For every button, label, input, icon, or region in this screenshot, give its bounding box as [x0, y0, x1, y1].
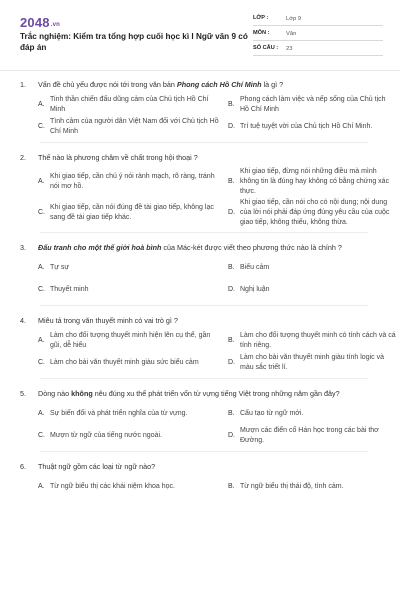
answer-option-d[interactable]: D. Trí tuệ tuyệt vời của Chủ tịch Hồ Chí Minh.	[228, 123, 373, 131]
answer-option-b[interactable]: B. Từ ngữ biểu thị thái độ, tình cảm.	[228, 483, 344, 491]
question-number: 4.	[20, 316, 26, 326]
answer-option-d[interactable]: D. Nghị luận	[228, 286, 270, 294]
answer-option-c[interactable]: C. Thuyết minh	[38, 286, 89, 294]
question-divider	[40, 378, 368, 379]
doc-meta	[253, 13, 383, 58]
question-list	[0, 76, 400, 504]
question-1	[0, 76, 400, 143]
meta-row-count	[253, 43, 383, 56]
question-text: Thuật ngữ gồm các loại từ ngữ nào?	[38, 462, 156, 472]
answer-options	[38, 167, 390, 228]
answer-option-d[interactable]: D. Mượn các điển cố Hán học trong các bài thơ Đường.	[228, 427, 379, 445]
header-divider	[0, 70, 400, 71]
answer-option-b[interactable]: B. Cấu tạo từ ngữ mới.	[228, 410, 304, 418]
question-number: 3.	[20, 243, 26, 252]
answer-option-a[interactable]: A. Từ ngữ biểu thị các khái niệm khoa học.	[38, 483, 175, 491]
answer-options	[38, 94, 384, 138]
question-stem	[20, 149, 384, 163]
question-3	[0, 239, 400, 306]
meta-label: SỐ CÂU :	[253, 45, 279, 52]
logo-suffix: .vn	[50, 22, 61, 28]
meta-row-subject	[253, 28, 383, 41]
answer-option-a[interactable]: A. Tự sự	[38, 264, 70, 272]
answer-options	[38, 403, 384, 447]
question-text: Vấn đề chủ yếu được nói tới trong văn bản Phong cách Hồ Chí Minh là gì ?	[38, 80, 284, 89]
answer-option-c[interactable]: C. Mượn từ ngữ của tiếng nước ngoài.	[38, 432, 162, 440]
meta-value: Văn	[286, 30, 297, 37]
question-number: 5.	[20, 389, 26, 399]
answer-option-c[interactable]: C. Tình cảm của người dân Việt Nam đối với Chủ tịch Hồ Chí Minh	[38, 117, 219, 136]
page-header	[0, 0, 400, 70]
question-stem	[20, 312, 384, 326]
meta-label: MÔN :	[253, 30, 270, 37]
question-5	[0, 385, 400, 452]
question-stem	[20, 458, 384, 472]
question-number: 6.	[20, 462, 26, 472]
answer-option-b[interactable]: B. Làm cho đối tượng thuyết minh có tính cách và cá tính riêng.	[228, 332, 396, 350]
answer-option-b[interactable]: B. Khi giao tiếp, đừng nói những điều mà mình không tin là đúng hay không có bằng chứng xác thực.	[228, 168, 390, 196]
answer-options	[38, 257, 384, 301]
answer-options	[38, 476, 384, 498]
question-number: 1.	[20, 80, 26, 89]
answer-option-d[interactable]: D. Làm cho bài văn thuyết minh giàu tính logic và màu sắc triết lí.	[228, 354, 384, 372]
answer-option-a[interactable]: A. Sự biến đổi và phát triển nghĩa của từ vựng.	[38, 410, 188, 418]
meta-label: LỚP :	[253, 15, 269, 22]
question-divider	[40, 451, 368, 452]
question-text: Đấu tranh cho một thế giới hoà bình của Mác-két được viết theo phương thức nào là chính ?	[38, 243, 342, 252]
question-6	[0, 458, 400, 498]
question-divider	[40, 142, 368, 143]
answer-option-b[interactable]: B. Phong cách làm việc và nếp sống của Chủ tịch Hồ Chí Minh	[228, 95, 386, 114]
meta-value: Lớp 9	[286, 15, 302, 22]
answer-option-d[interactable]: D. Khi giao tiếp, cần nói cho có nội dung; nội dung của lời nói phải đáp ứng đúng yêu cầu của cuộc giao tiếp, không thiếu, không thừa.	[228, 198, 390, 226]
answer-option-c[interactable]: C. Làm cho bài văn thuyết minh giàu sức biểu cảm	[38, 359, 199, 367]
page-title: Trắc nghiệm: Kiểm tra tổng hợp cuối học kì I Ngữ văn 9 có đáp án	[20, 32, 248, 53]
question-text: Thế nào là phương châm về chất trong hội thoại ?	[38, 153, 198, 163]
question-divider	[40, 305, 368, 306]
question-number: 2.	[20, 153, 26, 163]
meta-value: 23	[286, 45, 293, 52]
question-divider	[40, 232, 368, 233]
answer-option-a[interactable]: A. Khi giao tiếp, cần chú ý nói rành mạch, rõ ràng, tránh nói mơ hồ.	[38, 173, 215, 191]
answer-option-b[interactable]: B. Biểu cảm	[228, 264, 270, 272]
question-stem	[20, 239, 384, 253]
question-2	[0, 149, 400, 233]
answer-option-c[interactable]: C. Khi giao tiếp, cần nói đúng đề tài giao tiếp, không lạc sang đề tài giao tiếp khác.	[38, 203, 214, 221]
logo-text: 2048	[20, 15, 50, 30]
question-text: Dòng nào không nêu đúng xu thế phát triển vốn từ vựng tiếng Việt trong những năm gần đây?	[38, 389, 340, 399]
question-stem	[20, 76, 384, 90]
answer-options	[38, 330, 396, 374]
meta-row-class	[253, 13, 383, 26]
site-logo[interactable]	[20, 14, 60, 32]
question-4	[0, 312, 400, 379]
question-stem	[20, 385, 384, 399]
question-text: Miêu tả trong văn thuyết minh có vai trò gì ?	[38, 316, 178, 326]
answer-option-a[interactable]: A. Tinh thần chiến đấu dũng cảm của Chủ tịch Hồ Chí Minh	[38, 95, 209, 114]
answer-option-a[interactable]: A. Làm cho đối tượng thuyết minh hiện lên cụ thể, gần gũi, dễ hiểu	[38, 332, 211, 350]
